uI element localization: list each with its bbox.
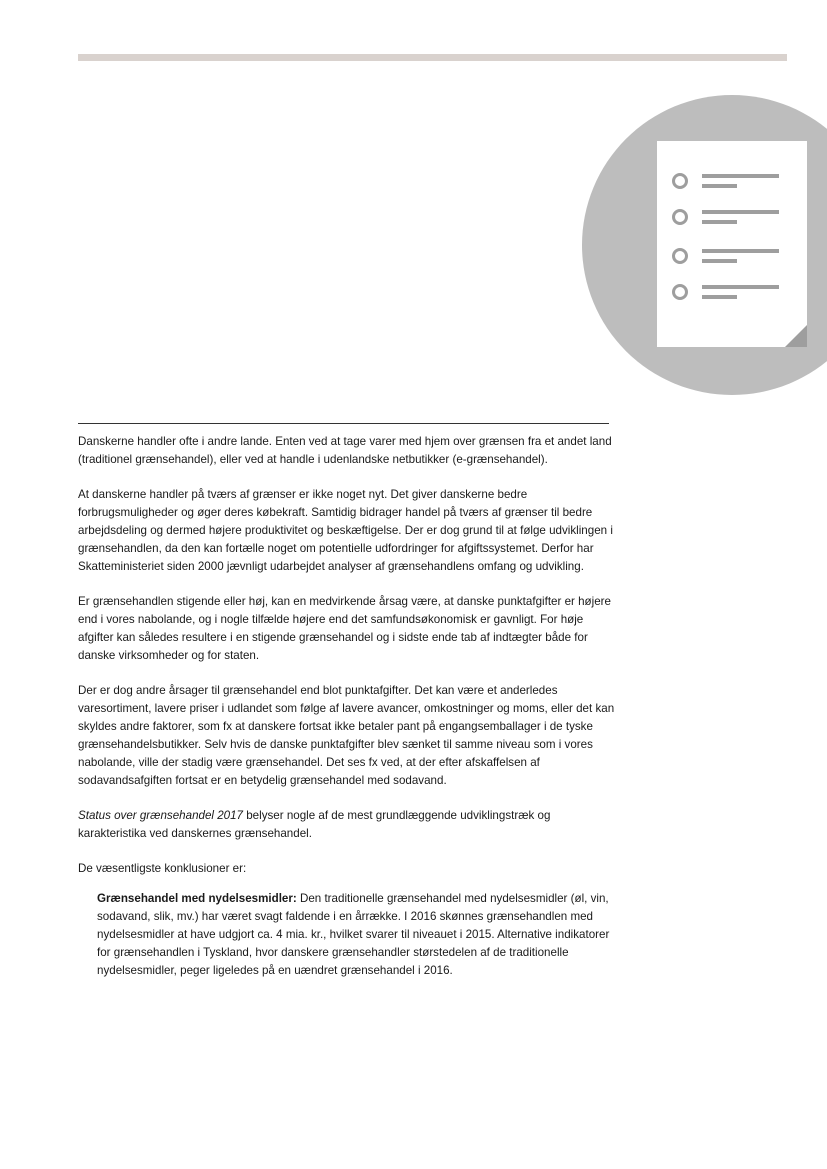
page-fold-icon [785, 325, 807, 347]
section-divider [78, 423, 609, 424]
header-rule [78, 54, 787, 61]
conclusion-title: Grænsehandel med nydelsesmidler: [97, 892, 297, 905]
body-text [78, 433, 618, 997]
circle-bullet-icon [672, 248, 688, 264]
report-title: Status over grænsehandel 2017 [78, 809, 244, 822]
paragraph: Er grænsehandlen stigende eller høj, kan en medvirkende årsag være, at danske punktafgifter er højere end i vores nabolande, og i nogle tilfælde højere end det samfundsøkonomisk er gavnligt. For høje afgifter kan således resultere i en stigende grænsehandel og i sidste ende tab af indtægter både for danske virksomheder og for staten. [78, 595, 611, 662]
paragraph: Danskerne handler ofte i andre lande. Enten ved at tage varer med hjem over grænsen fra et andet land (traditionel grænsehandel), eller ved at handle i udenlandske netbutikker (e-grænsehandel). [78, 435, 612, 466]
paragraph: Status over grænsehandel 2017 belyser nogle af de mest grundlæggende udviklingstræk og karakteristika ved danskernes grænsehandel. [78, 809, 551, 840]
circle-bullet-icon [672, 209, 688, 225]
paragraph: At danskerne handler på tværs af grænser er ikke noget nyt. Det giver danskerne bedre forbrugsmuligheder og øger deres købekraft. Samtidig bidrager handel på tværs af grænser til bedre arbejdsdeling og dermed højere produktivitet og beskæftigelse. Der er dog grund til at følge udviklingen i grænsehandlen, da den kan fortælle noget om potentielle udfordringer for afgiftssystemet. Derfor har Skatteministeriet siden 2000 jævnligt udarbejdet analyser af grænsehandlens omfang og udvikling. [78, 488, 613, 573]
paragraph: De væsentligste konklusioner er: [78, 862, 247, 875]
conclusion-item: Grænsehandel med nydelsesmidler: Den traditionelle grænsehandel med nydelsesmidler (øl, vin, sodavand, slik, mv.) har været svagt faldende i en årrække. I 2016 skønnes grænsehandlen med nydelsesmidler at have udgjort ca. 4 mia. kr., hvilket svarer til niveauet i 2015. Alternative indikatorer for grænsehandlen i Tyskland, hvor danskere grænsehandler størstedelen af de traditionelle nydelsesmidler, peger ligeledes på en uændret grænsehandel i 2016. [97, 892, 610, 977]
document-sheet [657, 141, 807, 347]
circle-bullet-icon [672, 173, 688, 189]
circle-bullet-icon [672, 284, 688, 300]
paragraph: Der er dog andre årsager til grænsehandel end blot punktafgifter. Det kan være et anderledes varesortiment, lavere priser i udlandet som følge af lavere avancer, omkostninger og moms, eller det kan skyldes andre faktorer, som fx at danskere fortsat ikke betaler pant på engangsemballager i de tyske grænsehandelsbutikker. Selv hvis de danske punktafgifter blev sænket til samme niveau som i vores nabolande, ville der stadig være grænsehandel. Det ses fx ved, at der efter afskaffelsen af sodavandsafgiften fortsat er en betydelig grænsehandel med sodavand. [78, 684, 615, 787]
